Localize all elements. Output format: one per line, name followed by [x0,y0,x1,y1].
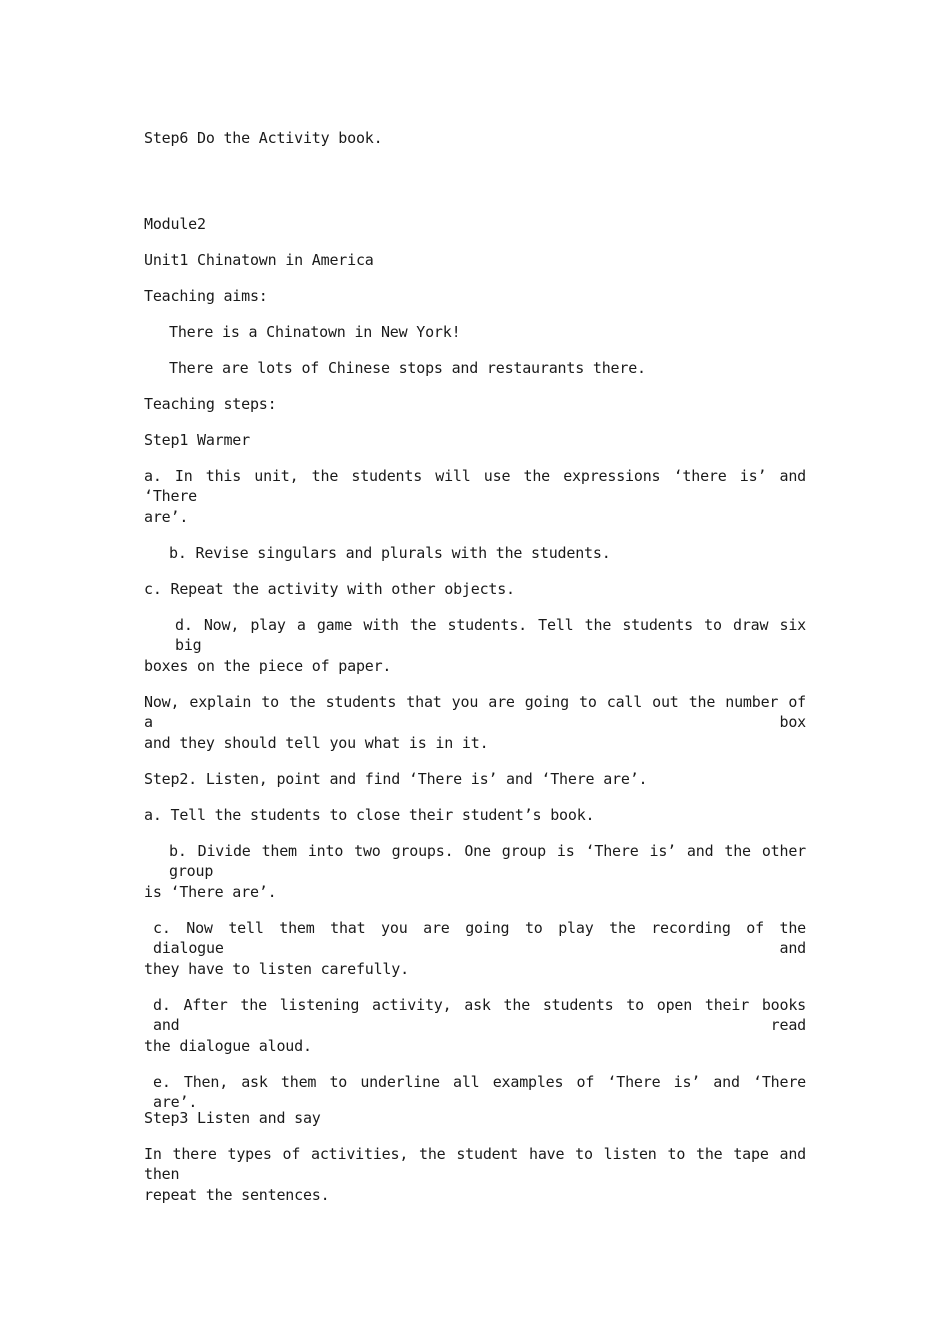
step1-b: b. Revise singulars and plurals with the students. [169,544,611,562]
step3-line2: repeat the sentences. [144,1186,330,1204]
step2-d-line1: d. After the listening activity, ask the students to open their books and read [153,996,806,1034]
aim-item: There are lots of Chinese stops and restaurants there. [169,359,646,377]
step1-title: Step1 Warmer [144,431,250,449]
step3-title: Step3 Listen and say [144,1109,321,1127]
unit-title: Unit1 Chinatown in America [144,251,374,269]
step1-now-line2: and they should tell you what is in it. [144,734,489,752]
step1-d-line1: d. Now, play a game with the students. Tell the students to draw six big [175,616,806,654]
step1-now-line1: Now, explain to the students that you are going to call out the number of a box [144,693,806,731]
step1-a-line1: a. In this unit, the students will use the expressions ‘there is’ and ‘There [144,467,806,505]
step3-line1: In there types of activities, the student have to listen to the tape and then [144,1145,806,1183]
step2-b-line1: b. Divide them into two groups. One group is ‘There is’ and the other group [169,842,806,880]
step2-c-line1: c. Now tell them that you are going to play the recording of the dialogue and [153,919,806,957]
steps-heading: Teaching steps: [144,395,277,413]
step2-d-line2: the dialogue aloud. [144,1037,312,1055]
step1-d-line2: boxes on the piece of paper. [144,657,392,675]
step2-c-line2: they have to listen carefully. [144,960,409,978]
step1-a-line2: are’. [144,508,189,526]
step2-e: e. Then, ask them to underline all examples of ‘There is’ and ‘There are’. [153,1073,806,1111]
step2-a: a. Tell the students to close their student’s book. [144,806,595,824]
aims-heading: Teaching aims: [144,287,268,305]
step2-title: Step2. Listen, point and find ‘There is’ and ‘There are’. [144,770,648,788]
step2-b-line2: is ‘There are’. [144,883,277,901]
aim-item: There is a Chinatown in New York! [169,323,461,341]
module-title: Module2 [144,215,206,233]
step6-line: Step6 Do the Activity book. [144,129,383,147]
step1-c: c. Repeat the activity with other objects. [144,580,515,598]
